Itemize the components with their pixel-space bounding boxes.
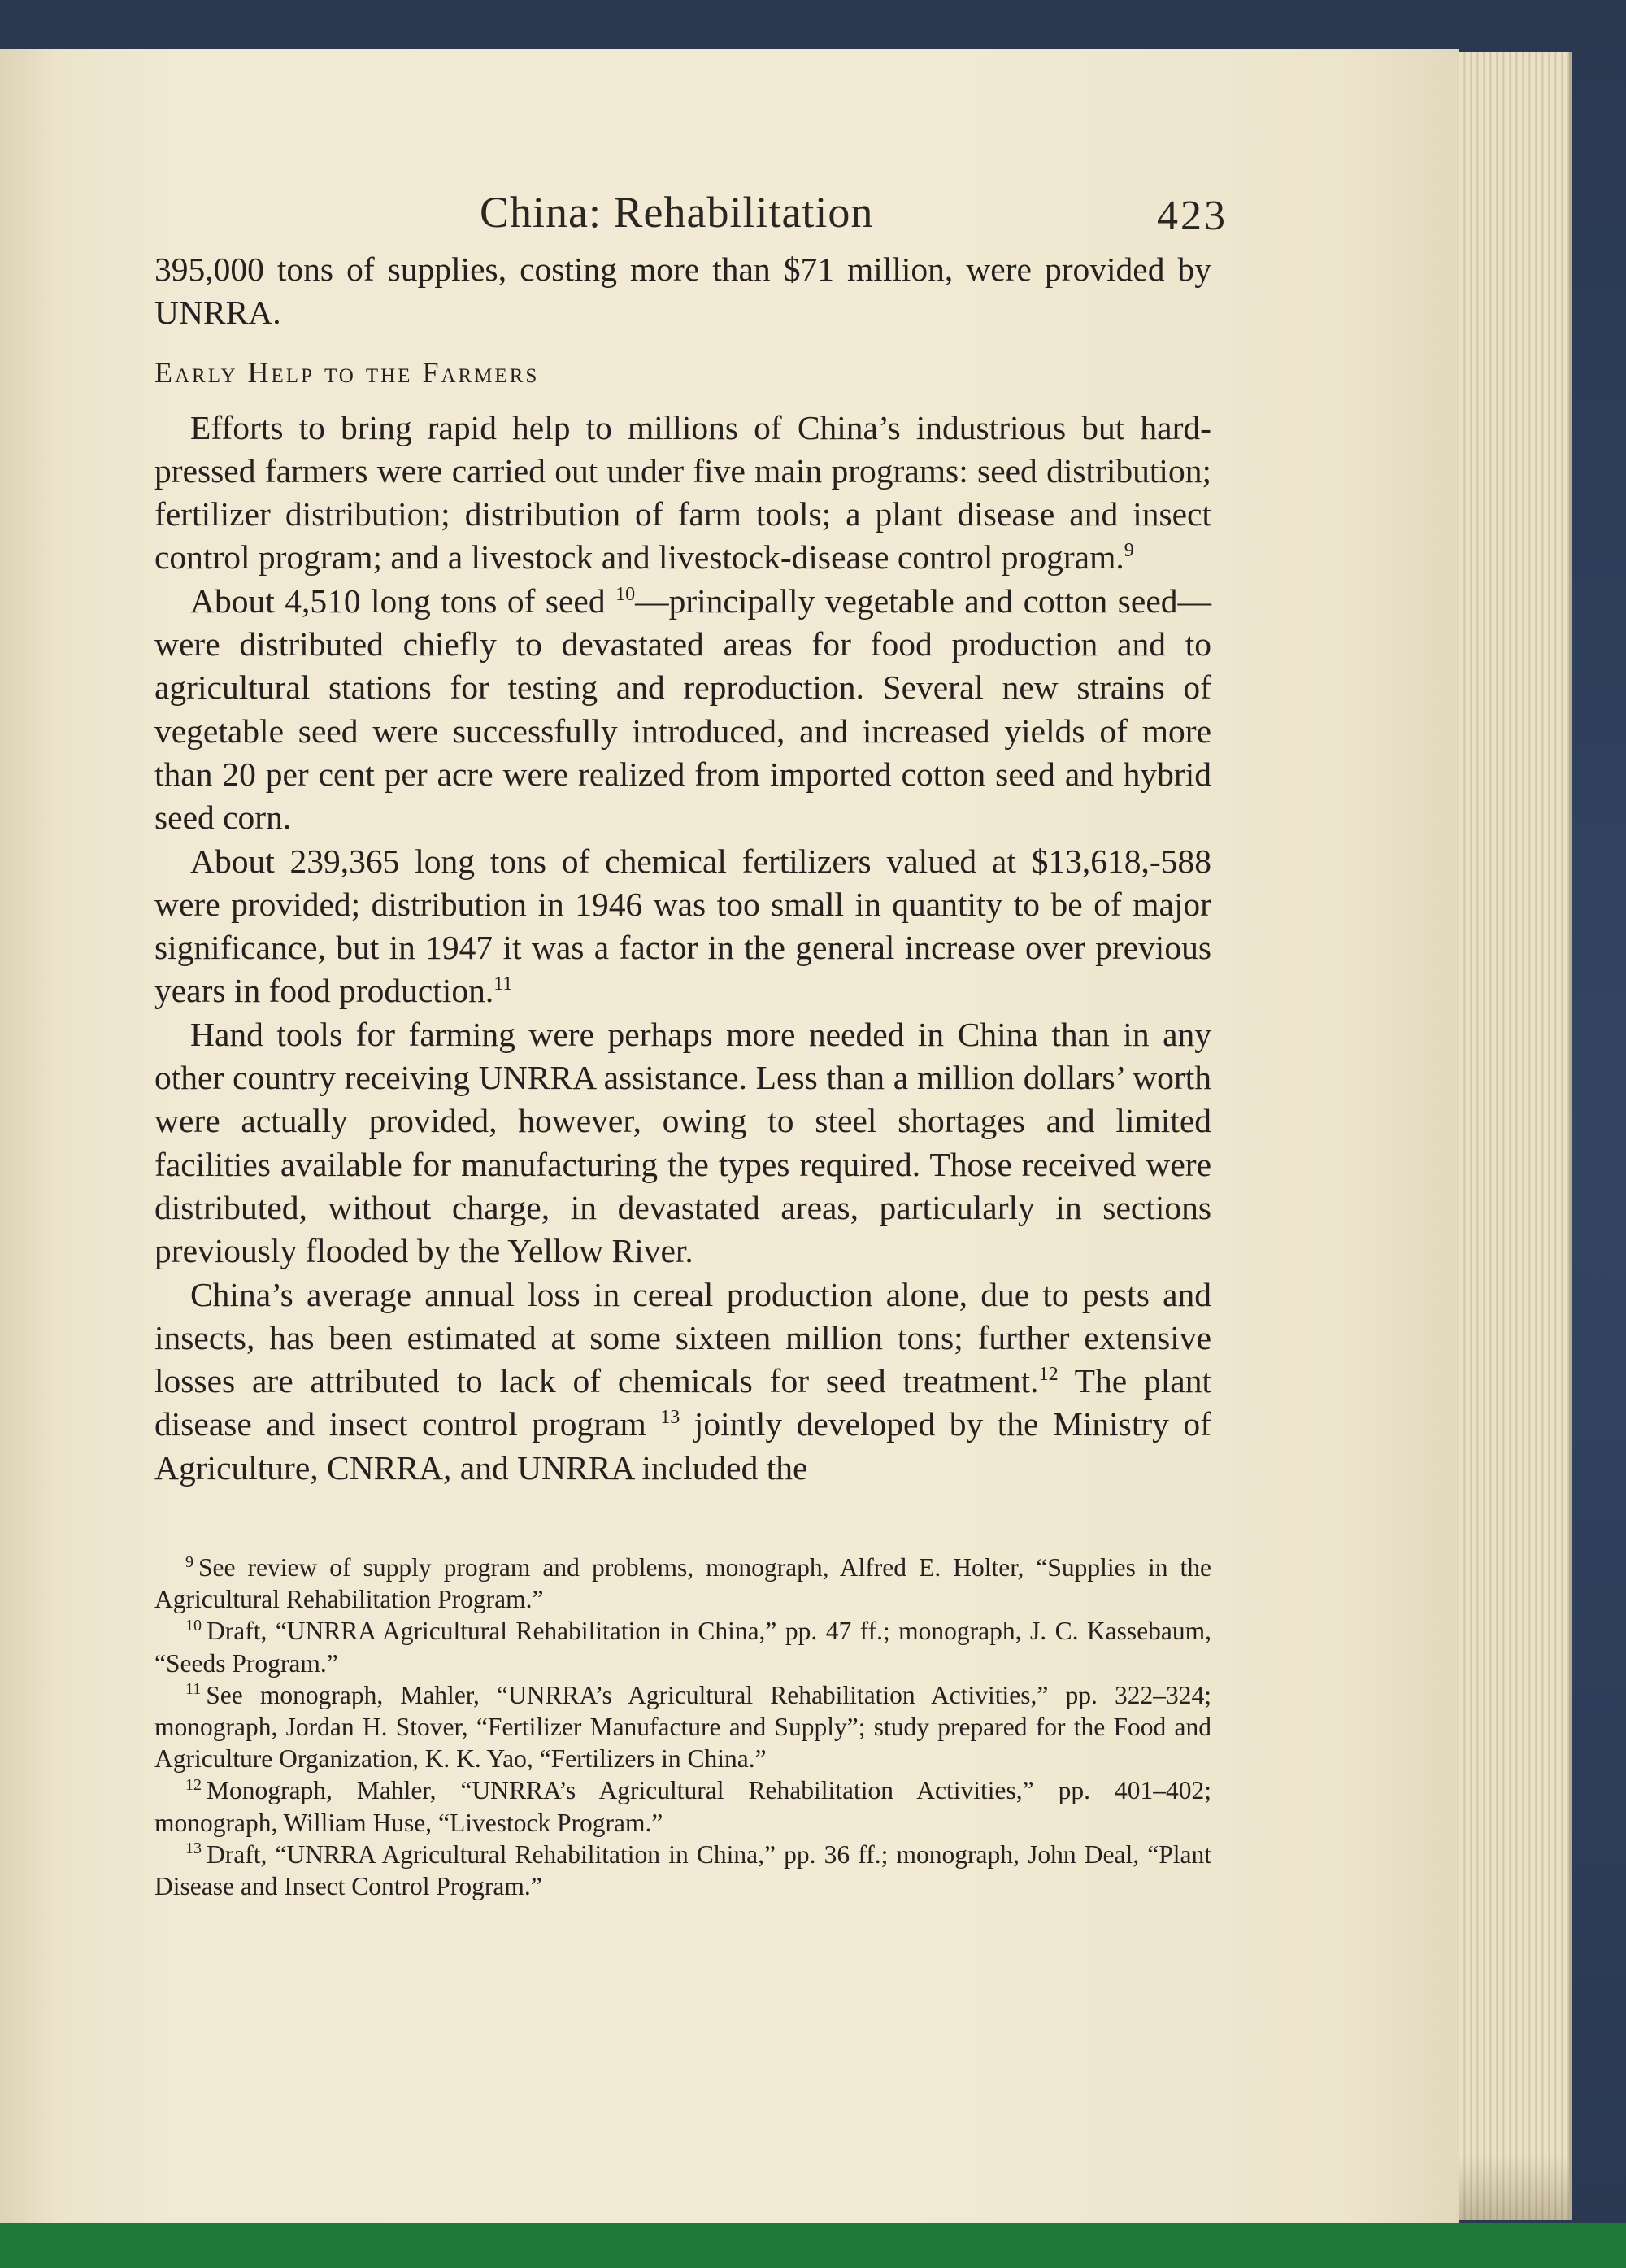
paragraph-fertilizer-text: About 239,365 long tons of chemical fertilizers valued at $13,618,-588 were provided; distribution in 1946 was too small in quantity to be of major significance, but in 1947 it was a factor in the general increase over previous years in food production. xyxy=(154,842,1211,1010)
page-number: 423 xyxy=(1157,193,1228,239)
footnote-text: Draft, “UNRRA Agricultural Rehabilitation in China,” pp. 47 ff.; monograph, J. C. Kassebaum, “Seeds Program.” xyxy=(154,1617,1211,1678)
section-heading: Early Help to the Farmers xyxy=(154,355,540,389)
footnote-text: Monograph, Mahler, “UNRRA’s Agricultural Rehabilitation Activities,” pp. 401–402; monograph, William Huse, “Livestock Program.” xyxy=(154,1776,1211,1837)
paragraph-efforts xyxy=(154,407,1211,580)
paragraph-seed-text-a: About 4,510 long tons of seed xyxy=(190,581,616,620)
footnote-12 xyxy=(154,1774,1211,1838)
footnote-ref-9: 9 xyxy=(1124,540,1134,562)
footnote-ref-10: 10 xyxy=(615,583,636,605)
footnote-ref-11: 11 xyxy=(493,973,513,995)
footnote-mark: 11 xyxy=(185,1680,202,1699)
running-head xyxy=(154,187,1228,244)
paragraph-cereal-loss xyxy=(154,1273,1211,1490)
paragraph-cereal-text-a: China’s average annual loss in cereal production alone, due to pests and insects, has been estimated at some sixteen million tons; further extensive losses are attributed to lack of chemicals for seed treatment. xyxy=(154,1275,1211,1400)
footnote-11 xyxy=(154,1679,1211,1775)
paragraph-seed-text-b: —principally vegetable and cotton seed—were distributed chiefly to devastated areas for food production and to agricultural stations for testing and reproduction. Several new strains of vegetable seed were successfully introduced, and increased yields of more than 20 per cent per acre were realized from imported cotton seed and hybrid seed corn. xyxy=(154,581,1211,837)
paragraph-seed xyxy=(154,580,1211,840)
footnote-10 xyxy=(154,1615,1211,1678)
paragraph-hand-tools: Hand tools for farming were perhaps more needed in China than in any other country receiving UNRRA assistance. Less than a million dollars’ worth were actually provided, however, owing to steel shortages and limited facilities available for manufacturing the types required. Those received were distributed, without charge, in devastated areas, particularly in sections previously flooded by the Yellow River. xyxy=(154,1015,1211,1270)
footnote-ref-12: 12 xyxy=(1038,1364,1059,1386)
paragraph-fertilizer xyxy=(154,840,1211,1013)
paragraph-cereal-text-c: jointly developed by the Ministry of Agriculture, CNRRA, and UNRRA included the xyxy=(154,1405,1212,1487)
footnote-9 xyxy=(154,1552,1211,1615)
footnote-mark: 12 xyxy=(185,1775,202,1794)
body-text xyxy=(154,248,1211,1490)
page-edges xyxy=(1459,52,1572,2220)
footnote-text: Draft, “UNRRA Agricultural Rehabilitation in China,” pp. 36 ff.; monograph, John Deal, “Plant Disease and Insect Control Program.” xyxy=(154,1839,1211,1901)
footnote-text: See review of supply program and problems, monograph, Alfred E. Holter, “Supplies in the Agricultural Rehabilitation Program.” xyxy=(154,1553,1211,1614)
footnote-ref-13: 13 xyxy=(660,1407,680,1429)
paragraph-continued: 395,000 tons of supplies, costing more than $71 million, were provided by UNRRA. xyxy=(154,250,1211,332)
scan-bottom-strip xyxy=(0,2223,1626,2268)
footnote-mark: 13 xyxy=(185,1839,202,1858)
paragraph-efforts-text: Efforts to bring rapid help to millions of China’s industrious but hard-pressed farmers were carried out under five main programs: seed distribution; fertilizer distribution; distribution of farm tools; a plant disease and insect control program; and a livestock and livestock-disease control program. xyxy=(154,408,1211,577)
footnote-text: See monograph, Mahler, “UNRRA’s Agricultural Rehabilitation Activities,” pp. 322–324; monograph, Jordan H. Stover, “Fertilizer Manufacture and Supply”; study prepared for the Food and Agriculture Organization, K. K. Yao, “Fertilizers in China.” xyxy=(154,1680,1211,1774)
footnote-13 xyxy=(154,1839,1211,1902)
paragraph-cereal-text-b: The plant disease and insect control program xyxy=(154,1362,1212,1443)
running-head-title: China: Rehabilitation xyxy=(480,188,874,237)
footnote-mark: 9 xyxy=(185,1552,193,1571)
footnotes xyxy=(154,1552,1211,1902)
footnote-mark: 10 xyxy=(185,1616,202,1635)
